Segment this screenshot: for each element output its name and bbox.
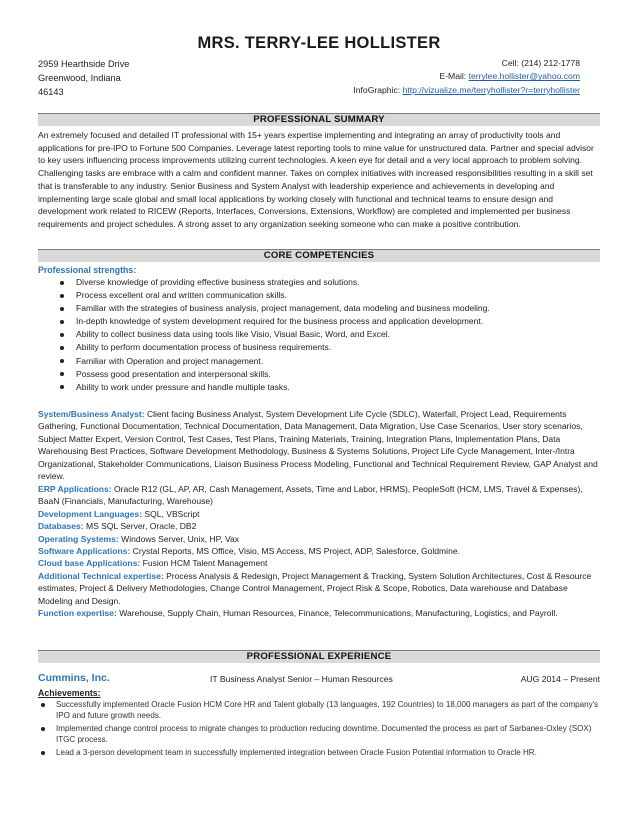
skill-text: Client facing Business Analyst, System Development Life Cycle (SDLC), Waterfall, Project Lead, Requirements Gathering, Functional Documentation, Technical Documentation, Data Management, Data Migration, Use Case Scenarios, User story scenarios, Subject Matter Expert, Version Control, Test Cases, Test Plans, Training Materials, Training, Integration Plans, Implementation Plans, Data Warehousing Best Practices, Software Development Methodology, Business & Systems Solutions, Project Life Cycle Management, Inter-/Intra Organizational, Stakeholder Communications, Liaison Business Process Modeling, Functional and Technical Requirement Review, GAP Analyst and review. <box>38 409 598 482</box>
achievement-item: Lead a 3-person development team in successfully implemented integration between Oracle Fusion Potential information to Oracle HR. <box>38 747 600 758</box>
bullet-icon <box>60 385 64 389</box>
bullet-icon <box>41 751 45 755</box>
skill-row <box>38 483 602 508</box>
section-header-summary: PROFESSIONAL SUMMARY <box>38 113 600 126</box>
infographic-link[interactable]: http://vizualize.me/terryhollister?r=terryhollister <box>402 84 580 95</box>
address-street: 2959 Hearthside Drive <box>38 59 130 69</box>
bullet-icon <box>41 727 45 731</box>
strength-item: Process excellent oral and written communication skills. <box>38 289 598 302</box>
email-line <box>353 70 580 83</box>
strength-item: Ability to collect business data using tools like Visio, Visual Basic, Word, and Excel. <box>38 328 598 341</box>
mailing-address <box>38 57 129 99</box>
strength-item: Ability to perform documentation process of business requirements. <box>38 341 598 354</box>
bullet-icon <box>60 281 64 285</box>
company-name: Cummins, Inc. <box>38 672 110 684</box>
cell-phone: Cell: (214) 212-1778 <box>501 58 580 68</box>
skill-text: SQL, VBScript <box>144 508 200 519</box>
job-header <box>38 672 600 686</box>
achievement-item: Successfully implemented Oracle Fusion HCM Core HR and Talent globally (13 languages, 192 Countries) to 18,000 managers as part of the company's IPO and future growth needs. <box>38 699 600 722</box>
candidate-name: MRS. TERRY-LEE HOLLISTER <box>197 34 441 52</box>
strengths-label: Professional strengths: <box>38 265 137 275</box>
skill-row <box>38 508 602 520</box>
address-city: Greenwood, Indiana <box>38 73 121 83</box>
skill-label: System/Business Analyst: <box>38 409 145 419</box>
strength-item: Familiar with Operation and project management. <box>38 355 598 368</box>
strengths-list <box>38 276 598 394</box>
skill-label: Cloud base Applications: <box>38 558 141 569</box>
skill-text: Windows Server, Unix, HP, Vax <box>121 533 240 544</box>
skill-label: ERP Applications: <box>38 483 112 494</box>
skill-label: Software Applications: <box>38 545 131 556</box>
skill-text: MS SQL Server, Oracle, DB2 <box>85 521 197 532</box>
contact-info <box>353 57 580 97</box>
email-label: E-Mail: <box>439 71 469 82</box>
section-header-experience: PROFESSIONAL EXPERIENCE <box>38 650 600 663</box>
bullet-icon <box>41 703 45 707</box>
achievement-item: Implemented change control process to migrate changes to production reducing downtime. Documented the process as part of Sarbanes-Oxley (SOX) ITGC process. <box>38 723 600 746</box>
skill-label: Operating Systems: <box>38 533 119 544</box>
job-dates: AUG 2014 – Present <box>520 674 600 684</box>
skill-row <box>38 520 602 532</box>
infographic-label: InfoGraphic: <box>353 84 403 95</box>
skill-row <box>38 570 602 607</box>
bullet-icon <box>60 307 64 311</box>
bullet-icon <box>60 320 64 324</box>
skill-row <box>38 533 602 545</box>
achievements-label: Achievements: <box>38 688 101 698</box>
skill-text: Fusion HCM Talent Management <box>142 558 268 569</box>
summary-paragraph: An extremely focused and detailed IT professional with 15+ years expertise implementing and integrating an array of productivity tools and applications for pre-IPO to Fortune 500 Companies. Leverage latest reporting tools to mine value for unstructured data. Partner and special advisor to key users influencing process improvements utilizing current technologies. A keen eye for detail and a very local approach to problem solving. Challenging tasks are embrace with a calm and confident manner. Takes on complex initiatives with increased responsibilities resulting in a skill set that is transferable to any industry. Senior Business and System Analyst with leadership experience and achievements in developing and implementing large scale global and small local applications by working closely with functional and technical teams to ensure design and development work related to RICEW (Reports, Interfaces, Conversions, Extensions, Workflow) are completed and implemented per business requirements and project schedules. A strong asset to any organization seeking someone who can make a positive contribution. <box>38 130 594 229</box>
skill-text: Process Analysis & Redesign, Project Management & Tracking, System Solution Architectures, Cost & Resource estimates, Project & Delivery Methodologies, Change Control Management, Project Risk & Scope, Robotics, Data warehouse and Database Modeling and Design. <box>38 570 592 606</box>
address-zip: 46143 <box>38 87 64 97</box>
bullet-icon <box>60 346 64 350</box>
email-link[interactable]: terrylee.hollister@yahoo.com <box>468 71 580 82</box>
infographic-line <box>353 84 580 97</box>
skill-label: Additional Technical expertise: <box>38 570 164 581</box>
bullet-icon <box>60 333 64 337</box>
skill-row <box>38 557 602 569</box>
skill-row <box>38 545 602 557</box>
technical-skills <box>38 408 602 620</box>
bullet-icon <box>60 372 64 376</box>
strength-item: Familiar with the strategies of business analysis, project management, data modeling and business modeling. <box>38 302 598 315</box>
achievements-list <box>38 699 600 759</box>
skill-row <box>38 607 602 619</box>
skill-label: Development Languages: <box>38 508 143 519</box>
skill-text: Crystal Reports, MS Office, Visio, MS Access, MS Project, ADP, Salesforce, Goldmine. <box>132 545 460 556</box>
bullet-icon <box>60 359 64 363</box>
strength-item: Diverse knowledge of providing effective business strategies and solutions. <box>38 276 598 289</box>
skill-text: Oracle R12 (GL, AP, AR, Cash Management, Assets, Time and Labor, HRMS), PeopleSoft (HCM, LMS, Travel & Expenses), BaaN (Financials, Manufacturing, Warehouse) <box>38 483 583 507</box>
skill-text: Warehouse, Supply Chain, Human Resources, Finance, Telecommunications, Manufacturing, Logistics, and Payroll. <box>119 608 558 619</box>
skill-row <box>38 408 602 483</box>
strength-item: Ability to work under pressure and handle multiple tasks. <box>38 381 598 394</box>
skill-label: Function expertise: <box>38 608 117 619</box>
strength-item: In-depth knowledge of system development required for the business process and application development. <box>38 315 598 328</box>
skill-label: Databases: <box>38 521 84 532</box>
bullet-icon <box>60 294 64 298</box>
section-header-competencies: CORE COMPETENCIES <box>38 249 600 262</box>
strength-item: Possess good presentation and interpersonal skills. <box>38 368 598 381</box>
job-title: IT Business Analyst Senior – Human Resources <box>210 674 393 684</box>
